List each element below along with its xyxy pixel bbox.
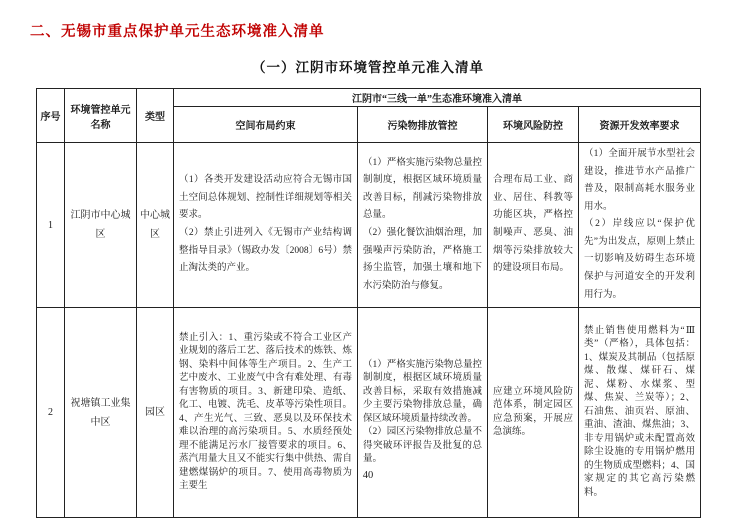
row2-spatial-constraints bbox=[174, 308, 358, 518]
row2-pollution-item-1: （1）严格实施污染物总量控制制度，根据区域环境质量改善目标，采取有效措施减少主要污染物排放总量，确保区域环境质量持续改善。 bbox=[363, 359, 482, 424]
section-subtitle: （一）江阴市环境管控单元准入清单 bbox=[252, 60, 484, 75]
header-pollution-discharge: 污染物排放管控 bbox=[358, 107, 488, 143]
row2-environmental-risk bbox=[488, 308, 579, 518]
row2-spatial-text: 禁止引入：1、重污染或不符合工业区产业规划的落后工艺、落后技术的炼铁、炼钢、染料中间体等生产项目。2、生产工艺中废水、工业废气中含有难处理、有毒有害物质的项目。3、新建印染、造纸、化工、电镀、洗毛、皮革等污染性项目。4、产生光气、三致、恶臭以及环保技术难以治理的高污染项目。5、水质经预处理不能满足污水厂接管要求的项目。6、蒸汽用量大且又不能实行集中供热、需自建燃煤锅炉的项目。7、使用高毒物质为主要生 bbox=[179, 332, 352, 491]
row1-type: 中心城区 bbox=[137, 143, 174, 308]
row1-spatial-item-1: （1）各类开发建设活动应符合无锡市国土空间总体规划、控制性详细规划等相关要求。 bbox=[179, 175, 352, 221]
row1-resource-item-2: （2）岸线应以“保护优先”为出发点，原则上禁止一切影响及妨碍生态环境保护与河道安全的开发利用行为。 bbox=[584, 219, 695, 300]
page-number: 40 bbox=[362, 470, 374, 481]
row1-risk-text: 合理布局工业、商业、居住、科教等功能区块，严格控制噪声、恶臭、油烟等污染排放较大的建设项目布局。 bbox=[493, 175, 573, 274]
header-environmental-risk: 环境风险防控 bbox=[488, 107, 579, 143]
row1-unit-name: 江阴市中心城区 bbox=[65, 143, 137, 308]
row1-index: 1 bbox=[37, 143, 65, 308]
table-row bbox=[37, 308, 701, 518]
row1-resource-item-1: （1）全面开展节水型社会建设，推进节水产品推广普及，限制高耗水服务业用水。 bbox=[584, 149, 695, 212]
row2-type: 园区 bbox=[137, 308, 174, 518]
row2-unit-name: 祝塘镇工业集中区 bbox=[65, 308, 137, 518]
header-spatial-constraints: 空间布局约束 bbox=[174, 107, 358, 143]
row1-resource-efficiency bbox=[579, 143, 701, 308]
header-index: 序号 bbox=[37, 89, 65, 143]
row1-pollution-discharge bbox=[358, 143, 488, 308]
row1-pollution-item-2: （2）强化餐饮油烟治理，加强噪声污染防治，严格施工扬尘监管，加强土壤和地下水污染防治与修复。 bbox=[363, 228, 482, 291]
row1-environmental-risk bbox=[488, 143, 579, 308]
row2-pollution-item-2: （2）园区污染物排放总量不得突破环评报告及批复的总量。 bbox=[363, 427, 482, 465]
row2-index: 2 bbox=[37, 308, 65, 518]
header-type: 类型 bbox=[137, 89, 174, 143]
document-title: 二、无锡市重点保护单元生态环境准入清单 bbox=[30, 24, 325, 40]
row1-spatial-item-2: （2）禁止引进列入《无锡市产业结构调整指导目录》（锡政办发〔2008〕6号）禁止淘汰类的产业。 bbox=[179, 228, 352, 274]
header-unit-name: 环境管控单元名称 bbox=[65, 89, 137, 143]
row1-pollution-item-1: （1）严格实施污染物总量控制制度，根据区域环境质量改善目标，削减污染物排放总量。 bbox=[363, 157, 482, 221]
row2-resource-text: 禁止销售使用燃料为“Ⅲ类”（严格），具体包括：1、煤炭及其制品（包括原煤、散煤、煤矸石、煤泥、煤粉、水煤浆、型煤、焦炭、兰炭等）；2、石油焦、油页岩、原油、重油、渣油、煤焦油；3、非专用锅炉或未配置高效除尘设施的专用锅炉燃用的生物质成型燃料；4、国家规定的其它高污染燃料。 bbox=[584, 325, 695, 498]
header-group-title: 江阴市“三线一单”生态准环境准入清单 bbox=[174, 89, 701, 107]
access-list-table bbox=[36, 88, 701, 518]
row2-pollution-discharge bbox=[358, 308, 488, 518]
table-row bbox=[37, 143, 701, 308]
row1-spatial-constraints bbox=[174, 143, 358, 308]
table-header-row-group bbox=[37, 89, 701, 107]
row2-resource-efficiency bbox=[579, 308, 701, 518]
header-resource-efficiency: 资源开发效率要求 bbox=[579, 107, 701, 143]
row2-risk-text: 应建立环境风险防范体系，制定园区应急预案，开展应急演练。 bbox=[493, 386, 573, 438]
